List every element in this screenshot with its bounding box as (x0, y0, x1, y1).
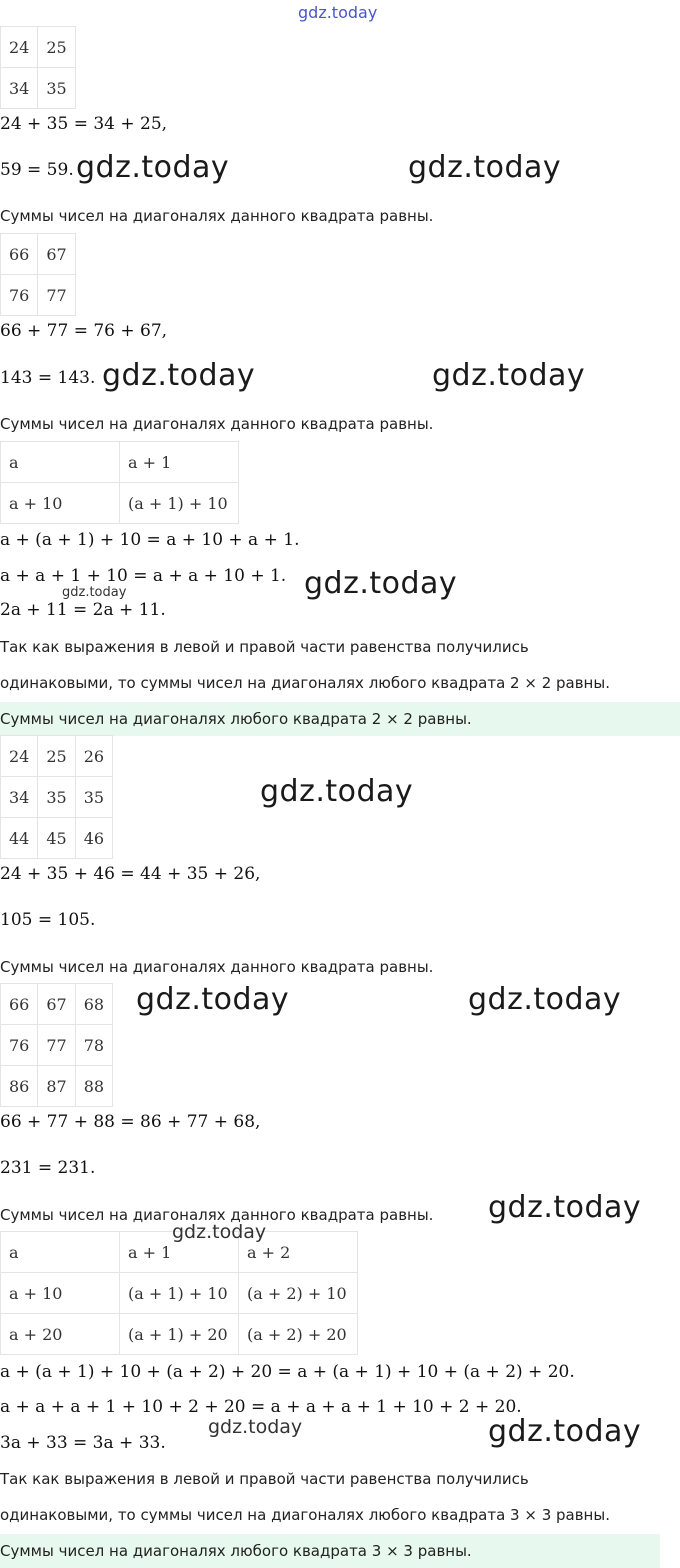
answer-highlight: Суммы чисел на диагоналях любого квадрата 3 × 3 равны. (0, 1534, 660, 1568)
watermark: gdz.today (408, 150, 562, 185)
table-cell: 34 (1, 68, 38, 109)
explanation-text: Так как выражения в левой и правой части равенства получились (0, 638, 529, 656)
table-cell: 77 (38, 275, 75, 316)
watermark: gdz.today (432, 358, 586, 393)
equation-line: 105 = 105. (0, 910, 96, 930)
explanation-text: одинаковыми, то суммы чисел на диагоналях любого квадрата 2 × 2 равны. (0, 674, 610, 692)
table-cell: a + 1 (120, 1232, 239, 1273)
table-cell: (a + 1) + 10 (120, 483, 239, 524)
table-2x2-variables (0, 441, 239, 524)
table-cell: 66 (1, 234, 38, 275)
equation-line: a + (a + 1) + 10 = a + 10 + a + 1. (0, 530, 300, 550)
table-cell: 25 (38, 27, 75, 68)
conclusion-text: Суммы чисел на диагоналях данного квадрата равны. (0, 415, 434, 433)
conclusion-text: Суммы чисел на диагоналях данного квадрата равны. (0, 958, 434, 976)
table-row (1, 483, 239, 524)
table-cell: (a + 2) + 10 (239, 1273, 358, 1314)
equation-line: 231 = 231. (0, 1158, 96, 1178)
explanation-text: Так как выражения в левой и правой части равенства получились (0, 1470, 529, 1488)
table-cell: a + 1 (120, 442, 239, 483)
table-cell: 24 (1, 27, 38, 68)
equation-line: 66 + 77 + 88 = 86 + 77 + 68, (0, 1112, 261, 1132)
table-row (1, 736, 113, 777)
equation-line: 143 = 143. (0, 368, 96, 388)
table-cell: 35 (38, 777, 75, 818)
table-cell: a + 10 (1, 483, 120, 524)
watermark: gdz.today (488, 1414, 642, 1449)
table-row (1, 275, 76, 316)
table-cell: 34 (1, 777, 38, 818)
table-row (1, 984, 113, 1025)
table-row (1, 27, 76, 68)
table-cell: 35 (75, 777, 112, 818)
table-cell: a (1, 442, 120, 483)
explanation-text: одинаковыми, то суммы чисел на диагоналях любого квадрата 3 × 3 равны. (0, 1506, 610, 1524)
table-cell: 45 (38, 818, 75, 859)
table-3x3-numbers-1 (0, 735, 113, 859)
table-row (1, 234, 76, 275)
table-2x2-numbers-1 (0, 26, 76, 109)
table-cell: 76 (1, 275, 38, 316)
watermark: gdz.today (260, 774, 414, 809)
equation-line: 59 = 59. (0, 160, 74, 180)
equation-line: 3a + 33 = 3a + 33. (0, 1433, 166, 1453)
watermark: gdz.today (304, 566, 458, 601)
table-row (1, 1273, 358, 1314)
table-cell: a (1, 1232, 120, 1273)
table-cell: 78 (75, 1025, 112, 1066)
equation-line: 2a + 11 = 2a + 11. (0, 600, 166, 620)
watermark: gdz.today (172, 1221, 267, 1243)
answer-highlight: Суммы чисел на диагоналях любого квадрата 2 × 2 равны. (0, 702, 680, 736)
table-row (1, 1314, 358, 1355)
table-row (1, 68, 76, 109)
table-cell: 76 (1, 1025, 38, 1066)
table-cell: 66 (1, 984, 38, 1025)
watermark: gdz.today (136, 982, 290, 1017)
table-cell: 77 (38, 1025, 75, 1066)
watermark-top: gdz.today (298, 3, 378, 22)
table-row (1, 818, 113, 859)
table-2x2-numbers-2 (0, 233, 76, 316)
table-cell: 68 (75, 984, 112, 1025)
table-cell: 67 (38, 234, 75, 275)
conclusion-text: Суммы чисел на диагоналях данного квадрата равны. (0, 1206, 434, 1224)
table-cell: a + 10 (1, 1273, 120, 1314)
table-cell: (a + 2) + 20 (239, 1314, 358, 1355)
table-row (1, 1066, 113, 1107)
equation-line: a + (a + 1) + 10 + (a + 2) + 20 = a + (a + 1) + 10 + (a + 2) + 20. (0, 1362, 575, 1382)
table-cell: 24 (1, 736, 38, 777)
table-cell: 86 (1, 1066, 38, 1107)
table-cell: 26 (75, 736, 112, 777)
equation-line: 24 + 35 + 46 = 44 + 35 + 26, (0, 864, 261, 884)
equation-line: a + a + 1 + 10 = a + a + 10 + 1. (0, 566, 287, 586)
watermark: gdz.today (488, 1190, 642, 1225)
table-row (1, 442, 239, 483)
equation-line: a + a + a + 1 + 10 + 2 + 20 = a + a + a + 1 + 10 + 2 + 20. (0, 1397, 522, 1417)
table-cell: 25 (38, 736, 75, 777)
watermark: gdz.today (208, 1416, 303, 1438)
table-cell: 35 (38, 68, 75, 109)
table-cell: 88 (75, 1066, 112, 1107)
watermark: gdz.today (468, 982, 622, 1017)
table-cell: (a + 1) + 20 (120, 1314, 239, 1355)
conclusion-text: Суммы чисел на диагоналях данного квадрата равны. (0, 207, 434, 225)
table-row (1, 1025, 113, 1066)
watermark: gdz.today (62, 585, 127, 600)
table-3x3-numbers-2 (0, 983, 113, 1107)
table-cell: 44 (1, 818, 38, 859)
table-3x3-variables (0, 1231, 358, 1355)
table-cell: a + 20 (1, 1314, 120, 1355)
table-cell: (a + 1) + 10 (120, 1273, 239, 1314)
table-row (1, 777, 113, 818)
equation-line: 24 + 35 = 34 + 25, (0, 114, 168, 134)
table-cell: a + 2 (239, 1232, 358, 1273)
table-cell: 46 (75, 818, 112, 859)
table-cell: 67 (38, 984, 75, 1025)
equation-line: 66 + 77 = 76 + 67, (0, 321, 168, 341)
watermark: gdz.today (76, 150, 230, 185)
table-cell: 87 (38, 1066, 75, 1107)
watermark: gdz.today (102, 358, 256, 393)
